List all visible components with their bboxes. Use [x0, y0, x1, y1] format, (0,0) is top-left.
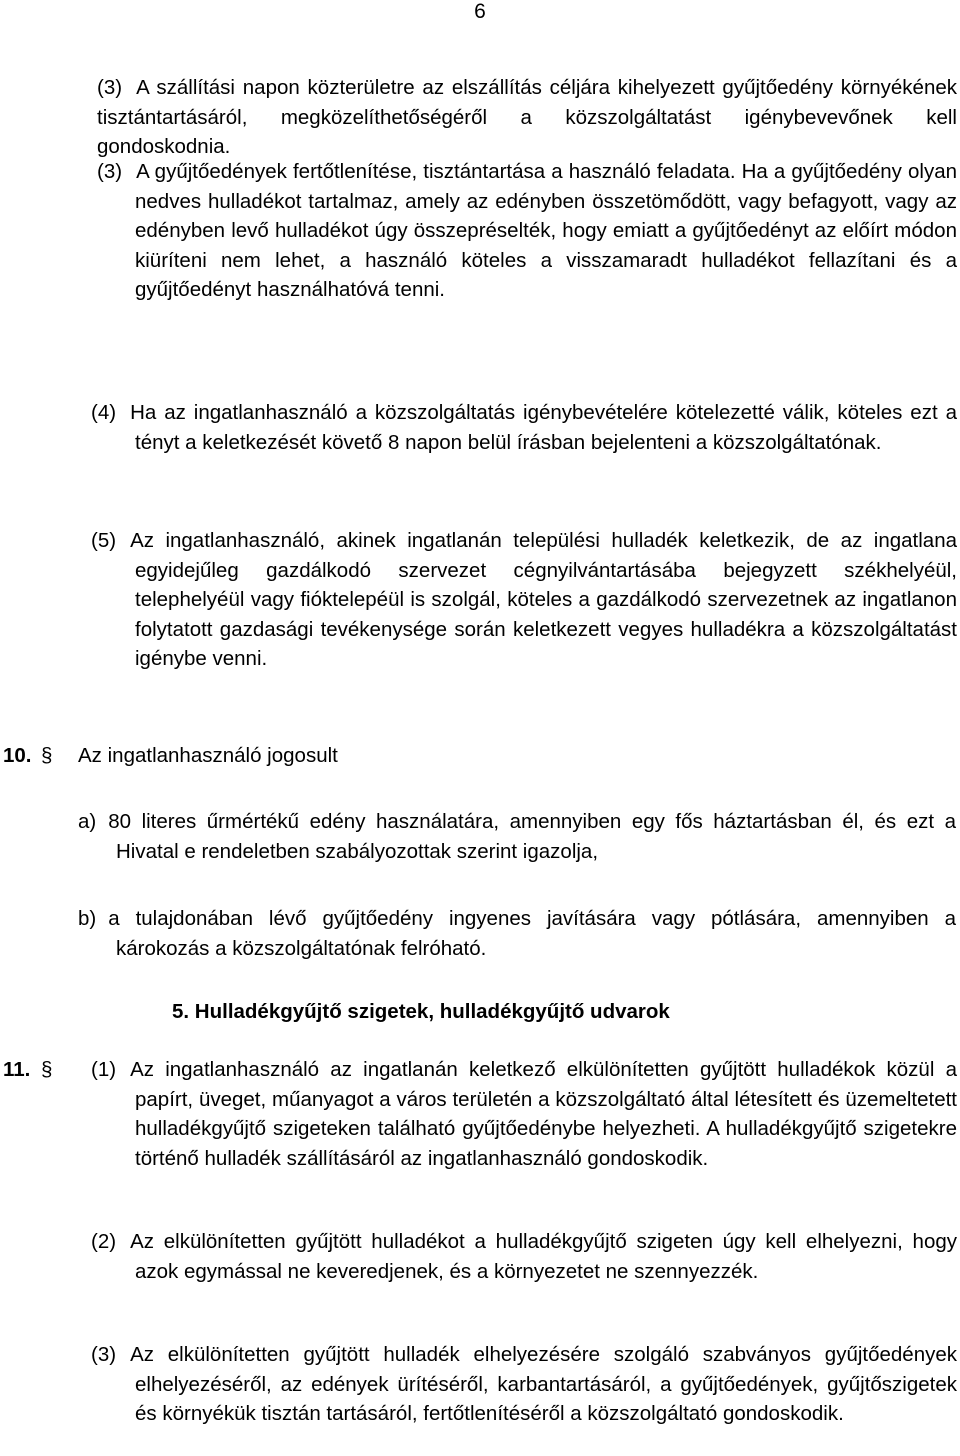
- paragraph-label: (5): [91, 529, 117, 552]
- section-11-number: 11.: [3, 1058, 31, 1081]
- section-10-lead: Az ingatlanhasználó jogosult: [78, 744, 338, 767]
- paragraph-label: (4): [91, 401, 117, 424]
- paragraph-label: (1): [91, 1058, 117, 1081]
- paragraph-label: (3): [97, 76, 123, 99]
- section-10-item-b: [78, 904, 956, 963]
- section-11-paragraph-1: [91, 1055, 957, 1173]
- paragraph-label: (2): [91, 1230, 117, 1253]
- item-text: a tulajdonában lévő gyűjtőedény ingyenes javítására vagy pótlására, amennyiben a károkozás a közszolgáltatónak felróható.: [108, 907, 956, 960]
- page-number: 6: [474, 0, 486, 23]
- paragraph-text: Az elkülönítetten gyűjtött hulladék elhelyezésére szolgáló szabványos gyűjtőedények elhelyezéséről, az edények ürítéséről, karbantartásáról, a gyűjtőedények, gyűjtőszigetek és környékük tisztán tartásáról, fertőtlenítéséről a közszolgáltató gondoskodik.: [130, 1343, 957, 1425]
- section-10-number: 10.: [3, 744, 32, 767]
- paragraph-text: Ha az ingatlanhasználó a közszolgáltatás igénybevételére kötelezetté válik, köteles ezt a tényt a keletkezését követő 8 napon belül írásban bejelenteni a közszolgáltatónak.: [130, 401, 957, 454]
- item-text: 80 literes űrmértékű edény használatára, amennyiben egy fős háztartásban él, és ezt a Hivatal e rendeletben szabályozottak szerint igazolja,: [108, 810, 956, 863]
- paragraph-text: Az ingatlanhasználó az ingatlanán keletkező elkülönítetten gyűjtött hulladékok közül a papírt, üveget, műanyagot a város területén a közszolgáltató által létesített és üzemeltetett hulladékgyűjtő szigeteken található gyűjtőedénybe helyezheti. A hulladékgyűjtő szigetekre történő hulladék szállításáról az ingatlanhasználó gondoskodik.: [130, 1058, 957, 1170]
- section-11-sign: §: [41, 1058, 53, 1081]
- paragraph-text: Az ingatlanhasználó, akinek ingatlanán települési hulladék keletkezik, de az ingatlana egyidejűleg gazdálkodó szervezet cégnyilvántartásába bejegyzett székhelyéül, telephelyéül vagy fióktelepéül is szolgál, köteles a gazdálkodó szervezetnek az ingatlanon folytatott gazdasági tevékenysége során keletkezett vegyes hulladékra a közszolgáltatást igénybe venni.: [130, 529, 957, 670]
- paragraph-5: [91, 526, 957, 674]
- section-10-sign: §: [41, 744, 53, 767]
- section-10-item-a: [78, 807, 956, 866]
- item-label: a): [78, 810, 97, 833]
- section-11-paragraph-2: [91, 1227, 957, 1286]
- paragraph-4: [91, 398, 957, 457]
- chapter-heading: 5. Hulladékgyűjtő szigetek, hulladékgyűjtő udvarok: [172, 1000, 670, 1023]
- paragraph-label: (3): [91, 1343, 117, 1366]
- paragraph-label: (3): [97, 160, 123, 183]
- section-11-paragraph-3: [91, 1340, 957, 1429]
- paragraph-text: A szállítási napon közterületre az elszállítás céljára kihelyezett gyűjtőedény környékének tisztántartásáról, megközelíthetőségéről a közszolgáltatást igénybevevőnek kell gondoskodnia.: [97, 76, 957, 158]
- item-label: b): [78, 907, 97, 930]
- paragraph-text: Az elkülönítetten gyűjtött hulladékot a hulladékgyűjtő szigeten úgy kell elhelyezni, hogy azok egymással ne keveredjenek, és a környezetet ne szennyezzék.: [130, 1230, 957, 1283]
- paragraph-text: A gyűjtőedények fertőtlenítése, tisztántartása a használó feladata. Ha a gyűjtőedény olyan nedves hulladékot tartalmaz, amely az edényben összetömődött, vagy befagyott, vagy az edényben levő hulladékot úgy összepréselték, hogy emiatt a gyűjtőedényt az előírt módon kiüríteni nem lehet, a használó köteles a visszamaradt hulladékot fellazítani és a gyűjtőedényt használhatóvá tenni.: [135, 160, 957, 301]
- paragraph-intro: [97, 73, 957, 162]
- paragraph-3: [97, 157, 957, 305]
